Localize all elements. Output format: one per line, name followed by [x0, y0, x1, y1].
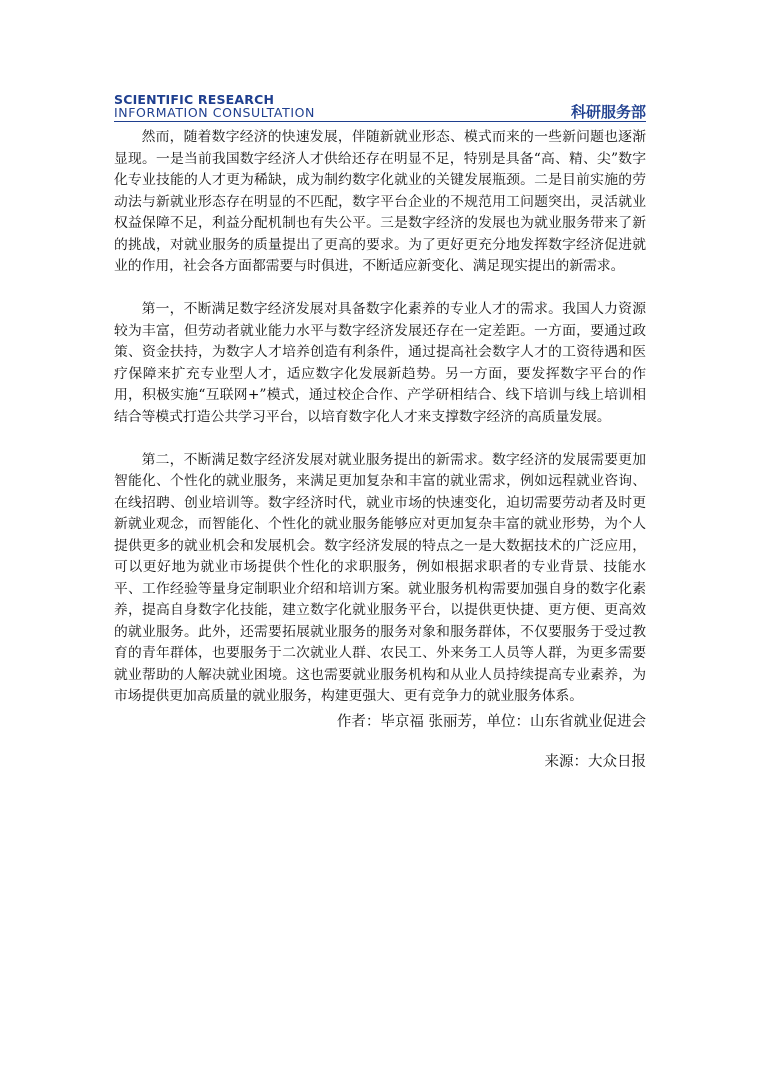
- paragraph-1: 然而，随着数字经济的快速发展，伴随新就业形态、模式而来的一些新问题也逐渐显现。一是当前我国数字经济人才供给还存在明显不足，特别是具备“高、精、尖”数字化专业技能的人才更为稀缺，成为制约数字化就业的关键发展瓶颈。二是目前实施的劳动法与新就业形态存在明显的不匹配，数字平台企业的不规范用工问题突出，灵活就业权益保障不足，利益分配机制也有失公平。三是数字经济的发展也为就业服务带来了新的挑战，对就业服务的质量提出了更高的要求。为了更好更充分地发挥数字经济促进就业的作用，社会各方面都需要与时俱进，不断适应新变化、满足现实提出的新需求。: [114, 129, 646, 274]
- brand-line-1: SCIENTIFIC RESEARCH: [114, 92, 275, 107]
- department-label: 科研服务部: [570, 103, 646, 121]
- page-header: [114, 94, 646, 122]
- brand-line-2: INFORMATION CONSULTATION: [114, 105, 316, 120]
- header-divider: [114, 121, 646, 122]
- paragraph-2: 第一，不断满足数字经济发展对具备数字化素养的专业人才的需求。我国人力资源较为丰富，但劳动者就业能力水平与数字经济发展还存在一定差距。一方面，要通过政策、资金扶持，为数字人才培养创造有利条件，通过提高社会数字人才的工资待遇和医疗保障来扩充专业型人才，适应数字化发展新趋势。另一方面，要发挥数字平台的作用，积极实施“互联网+”模式，通过校企合作、产学研相结合、线下培训与线上培训相结合等模式打造公共学习平台，以培育数字化人才来支撑数字经济的高质量发展。: [114, 301, 646, 425]
- author-line: 作者：毕京福 张丽芳，单位：山东省就业促进会: [336, 714, 646, 730]
- paragraph-3: 第二，不断满足数字经济发展对就业服务提出的新需求。数字经济的发展需要更加智能化、个性化的就业服务，来满足更加复杂和丰富的就业需求，例如远程就业咨询、在线招聘、创业培训等。数字经济时代，就业市场的快速变化，迫切需要劳动者及时更新就业观念，而智能化、个性化的就业服务能够应对更加复杂丰富的就业形势，为个人提供更多的就业机会和发展机会。数字经济发展的特点之一是大数据技术的广泛应用，可以更好地为就业市场提供个性化的求职服务，例如根据求职者的专业背景、技能水平、工作经验等量身定制职业介绍和培训方案。就业服务机构需要加强自身的数字化素养，提高自身数字化技能，建立数字化就业服务平台，以提供更快捷、更方便、更高效的就业服务。此外，还需要拓展就业服务的服务对象和服务群体，不仅要服务于受过教育的青年群体，也要服务于二次就业人群、农民工、外来务工人员等人群，为更多需要就业帮助的人解决就业困境。这也需要就业服务机构和从业人员持续提高专业素养，为市场提供更加高质量的就业服务，构建更强大、更有竞争力的就业服务体系。: [114, 451, 646, 704]
- source-line: 来源：大众日报: [544, 754, 646, 770]
- article-body: [114, 127, 646, 729]
- brand-logo-text: [114, 94, 315, 119]
